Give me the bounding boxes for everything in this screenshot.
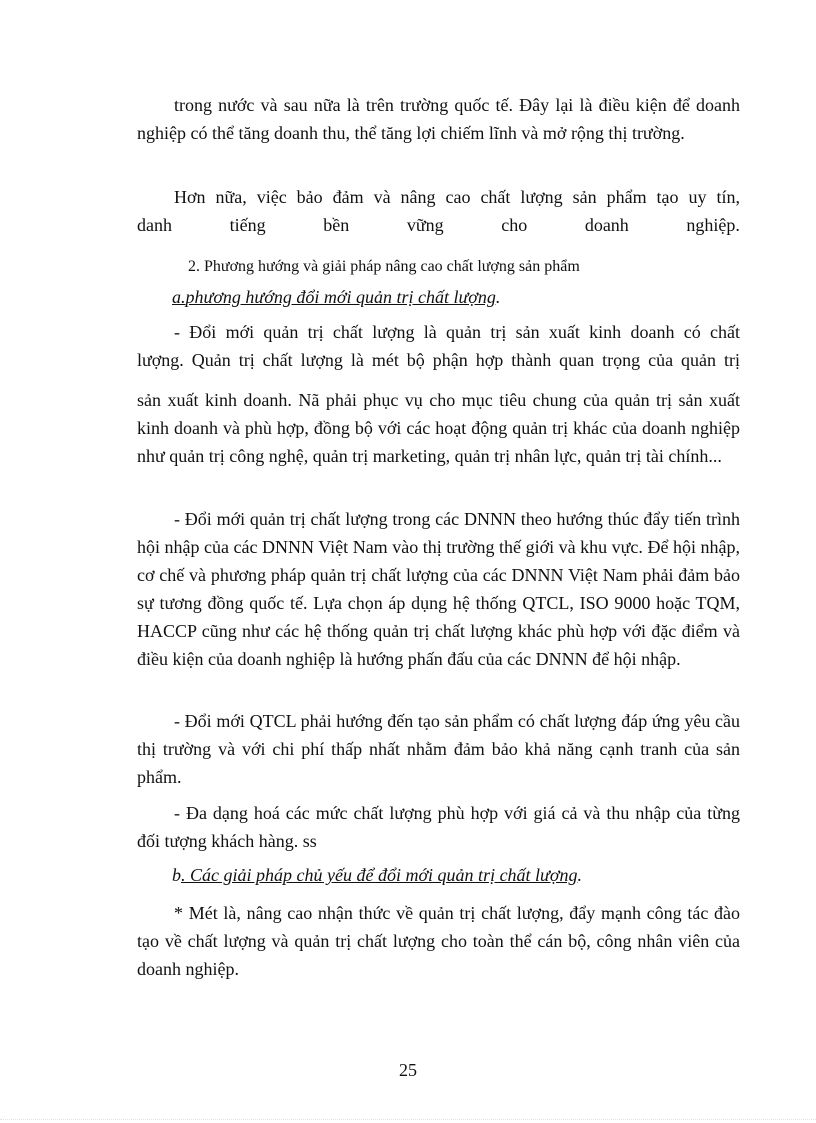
paragraph-awareness: * Mét là, nâng cao nhận thức về quản trị chất lượng, đẩy mạnh công tác đào tạo về chất lượng và quản trị chất lượng cho toàn thể cán bộ, công nhân viên của doanh nghiệp. <box>137 903 740 979</box>
paragraph-reputation-line1: Hơn nữa, việc bảo đảm và nâng cao chất lượng sản phẩm tạo uy tín, <box>174 187 740 207</box>
word: doanh <box>584 215 629 235</box>
word: nghiệp. <box>686 215 740 235</box>
word: tiếng <box>229 215 266 235</box>
subsection-a-prefix: a. <box>172 287 186 307</box>
word: cho <box>501 215 528 235</box>
subsection-b-prefix: b <box>172 865 181 885</box>
word: danh <box>137 215 172 235</box>
paragraph-innovation-rest: sản xuất kinh doanh. Nã phải phục vụ cho mục tiêu chung của quản trị sản xuất kinh doanh và phù hợp, đồng bộ với các hoạt động quản trị khác của doanh nghiệp như quản trị công nghệ, quản trị marketing, quản trị nhân lực, quản trị tài chính... <box>137 390 740 466</box>
paragraph-diversify: - Đa dạng hoá các mức chất lượng phù hợp với giá cả và thu nhập của từng đối tượng khách hàng. ss <box>137 803 740 851</box>
subsection-b-heading <box>172 862 582 888</box>
word: vững <box>406 215 444 235</box>
page-number: 25 <box>399 1060 417 1080</box>
section-heading-2: 2. Phương hướng và giải pháp nâng cao chất lượng sản phẩm <box>188 258 580 275</box>
paragraph-integration: - Đổi mới quản trị chất lượng trong các DNNN theo hướng thúc đẩy tiến trình hội nhập của các DNNN Việt Nam vào thị trường thế giới và khu vực. Để hội nhập, cơ chế và phương pháp quản trị chất lượng của các DNNN Việt Nam phải đảm bảo sự tương đồng quốc tế. Lựa chọn áp dụng hệ thống QTCL, ISO 9000 hoặc TQM, HACCP cũng như các hệ thống quản trị chất lượng khác phù hợp với đặc điểm và điều kiện của doanh nghiệp là hướng phấn đấu của các DNNN để hội nhập. <box>137 509 740 669</box>
subsection-b-title: . Các giải pháp chủ yếu để đổi mới quản trị chất lượng <box>181 865 578 885</box>
page-edge-divider <box>0 1119 816 1120</box>
paragraph-reputation-line2 <box>137 211 740 239</box>
subsection-a-title: phương hướng đổi mới quản trị chất lượng <box>185 287 496 307</box>
subsection-b-suffix: . <box>577 865 582 885</box>
subsection-a-suffix: . <box>495 287 501 307</box>
paragraph-market: trong nước và sau nữa là trên trường quốc tế. Đây lại là điều kiện để doanh nghiệp có thể tăng doanh thu, thể tăng lợi chiếm lĩnh và mở rộng thị trường. <box>137 95 740 143</box>
word: bền <box>323 215 350 235</box>
paragraph-innovation-line1: - Đổi mới quản trị chất lượng là quản trị sản xuất kinh doanh có chất <box>174 322 740 342</box>
paragraph-qtcl: - Đổi mới QTCL phải hướng đến tạo sản phẩm có chất lượng đáp ứng yêu cầu thị trường và với chi phí thấp nhất nhằm đảm bảo khả năng cạnh tranh của sản phẩm. <box>137 711 740 787</box>
subsection-a-heading <box>172 284 500 310</box>
paragraph-innovation-line2: lượng. Quản trị chất lượng là mét bộ phận hợp thành quan trọng của quản trị <box>137 350 740 370</box>
